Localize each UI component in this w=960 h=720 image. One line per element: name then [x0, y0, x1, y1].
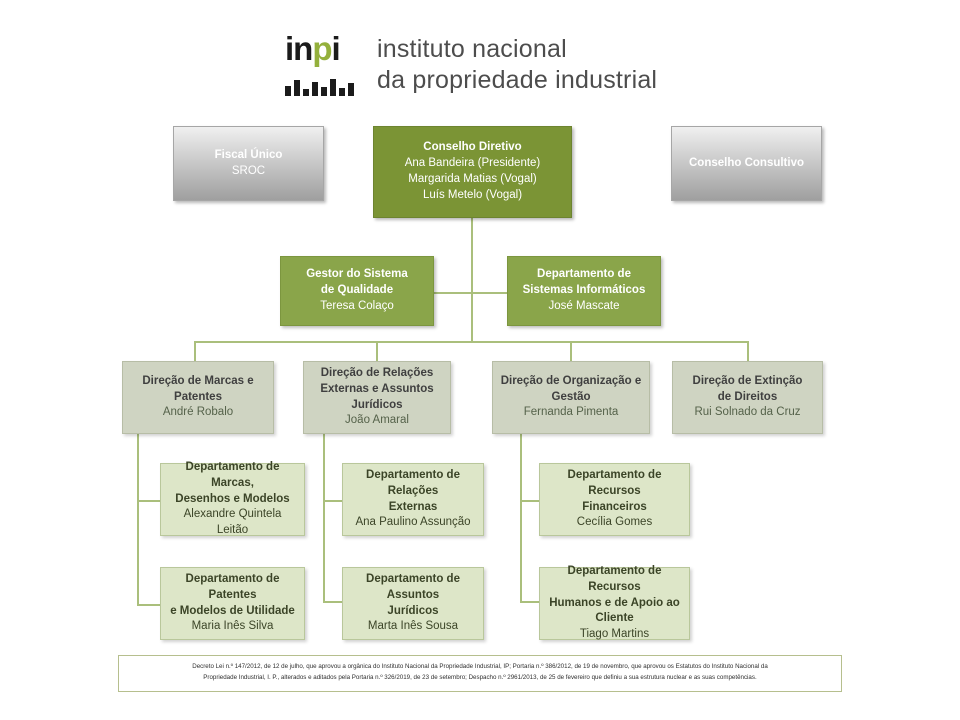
dep-patentes-title-line1: Departamento de Patentes	[185, 572, 280, 601]
connector-relacoes-to-dep1	[323, 500, 343, 502]
direcao-relacoes-title-line3: Jurídicos	[351, 398, 403, 411]
legal-footnote-line1: Decreto Lei n.º 147/2012, de 12 de julho, que aprovou a orgânica do Instituto Nacional da Propriedade Industrial, IP; Portaria n.º 386/2012, de 19 de novembro, que aprovou os Estatutos do Instituto Nacional da	[192, 663, 768, 670]
node-fiscal-unico[interactable]	[173, 126, 324, 201]
node-gestor-sistema-qualidade[interactable]	[280, 256, 434, 326]
connector-drop-dir-marcas	[194, 341, 196, 361]
dep-rel-ext-title-line1: Departamento de Relações	[366, 468, 460, 497]
node-direcao-marcas-patentes[interactable]	[122, 361, 274, 434]
dep-marcas-title-line2: Desenhos e Modelos	[175, 492, 290, 505]
gestor-qualidade-name: Teresa Colaço	[320, 299, 394, 312]
logo-barcode-icon	[285, 74, 354, 96]
dep-marcas-name: Alexandre Quintela Leitão	[183, 508, 282, 537]
dep-humanos-title-line1: Departamento de Recursos	[567, 564, 662, 593]
dep-rel-ext-title-line2: Externas	[388, 500, 438, 513]
dep-assuntos-title-line1: Departamento de Assuntos	[366, 572, 460, 601]
logo-tagline-line1: instituto nacional	[377, 35, 567, 63]
fiscal-unico-name: SROC	[231, 164, 266, 177]
direcao-marcas-title-line1: Direção de Marcas e	[142, 374, 254, 387]
direcao-marcas-name: André Robalo	[162, 406, 234, 419]
connector-organizacao-vertical	[520, 434, 522, 602]
logo-word-in: in	[285, 30, 313, 67]
dep-assuntos-name: Marta Inês Sousa	[367, 620, 459, 633]
connector-drop-dir-extincao	[747, 341, 749, 361]
node-direcao-relacoes-externas[interactable]	[303, 361, 451, 434]
connector-drop-dir-relacoes	[376, 341, 378, 361]
connector-organizacao-to-dep2	[520, 601, 540, 603]
fiscal-unico-title: Fiscal Único	[214, 148, 283, 161]
node-conselho-consultivo[interactable]	[671, 126, 822, 201]
conselho-diretivo-member-3: Luís Metelo (Vogal)	[422, 188, 523, 201]
logo-tagline-line2: da propriedade industrial	[377, 65, 658, 94]
direcao-marcas-title-line2: Patentes	[174, 390, 222, 403]
connector-directions-bus	[194, 341, 748, 343]
direcao-relacoes-title-line1: Direção de Relações	[320, 366, 434, 379]
direcao-extincao-name: Rui Solnado da Cruz	[694, 406, 801, 419]
conselho-consultivo-title: Conselho Consultivo	[689, 156, 804, 169]
dep-financeiros-name: Cecília Gomes	[576, 516, 653, 529]
legal-footnote	[118, 655, 842, 692]
sistemas-informaticos-name: José Mascate	[548, 299, 620, 312]
dep-patentes-name: Maria Inês Silva	[191, 620, 274, 633]
conselho-diretivo-member-2: Margarida Matias (Vogal)	[408, 173, 537, 185]
connector-drop-dir-organizacao	[570, 341, 572, 361]
legal-footnote-line2: Propriedade Industrial, I. P., alterados e aditados pela Portaria n.º 326/2019, de 23 de setembro; Despacho n.º 2961/2013, de 25 de fevereiro que definiu a sua estrutura nuclear e as suas competências.	[203, 673, 757, 681]
direcao-extincao-title-line2: de Direitos	[717, 390, 778, 403]
sistemas-informaticos-title-line1: Departamento de	[537, 268, 631, 281]
sistemas-informaticos-title-line2: Sistemas Informáticos	[522, 284, 646, 297]
dep-assuntos-title-line2: Jurídicos	[387, 604, 439, 617]
connector-marcas-to-dep2	[137, 604, 161, 606]
gestor-qualidade-title-line1: Gestor do Sistema	[306, 268, 408, 281]
dep-rel-ext-name: Ana Paulino Assunção	[355, 516, 471, 529]
dep-humanos-title-line2: Humanos e de Apoio ao Cliente	[549, 596, 680, 625]
connector-marcas-vertical	[137, 434, 139, 606]
node-departamento-recursos-financeiros[interactable]	[539, 463, 690, 536]
logo-word-i: i	[331, 30, 340, 67]
direcao-extincao-title-line1: Direção de Extinção	[692, 374, 803, 387]
dep-marcas-title-line1: Departamento de Marcas,	[185, 460, 280, 489]
connector-board-to-directions	[471, 292, 473, 342]
direcao-organizacao-title-line2: Gestão	[551, 390, 591, 403]
connector-marcas-to-dep1	[137, 500, 161, 502]
direcao-relacoes-title-line2: Externas e Assuntos	[320, 382, 434, 395]
logo-wordmark	[285, 32, 363, 65]
node-departamento-relacoes-externas[interactable]	[342, 463, 484, 536]
dep-patentes-title-line2: e Modelos de Utilidade	[170, 604, 295, 617]
gestor-qualidade-title-line2: de Qualidade	[320, 284, 394, 297]
dep-humanos-name: Tiago Martins	[579, 628, 650, 641]
conselho-diretivo-member-1: Ana Bandeira (Presidente)	[404, 157, 541, 170]
node-direcao-extincao-direitos[interactable]	[672, 361, 823, 434]
connector-organizacao-to-dep1	[520, 500, 540, 502]
node-departamento-marcas-desenhos-modelos[interactable]	[160, 460, 305, 537]
logo-word-p: p	[312, 30, 332, 67]
connector-board-to-branch	[471, 218, 473, 293]
direcao-organizacao-name: Fernanda Pimenta	[523, 406, 619, 419]
dep-financeiros-title-line1: Departamento de Recursos	[567, 468, 662, 497]
connector-relacoes-vertical	[323, 434, 325, 602]
node-departamento-sistemas-informaticos[interactable]	[507, 256, 661, 326]
node-departamento-recursos-humanos-apoio-cliente[interactable]	[539, 564, 690, 641]
node-departamento-assuntos-juridicos[interactable]	[342, 567, 484, 640]
connector-relacoes-to-dep2	[323, 601, 343, 603]
inpi-logo	[285, 32, 657, 100]
direcao-organizacao-title-line1: Direção de Organização e	[500, 374, 642, 387]
dep-financeiros-title-line2: Financeiros	[582, 500, 647, 513]
node-conselho-diretivo[interactable]	[373, 126, 572, 218]
node-direcao-organizacao-gestao[interactable]	[492, 361, 650, 434]
conselho-diretivo-title: Conselho Diretivo	[423, 141, 522, 154]
direcao-relacoes-name: João Amaral	[345, 414, 409, 427]
logo-tagline	[377, 32, 657, 95]
logo-mark	[285, 32, 363, 100]
node-departamento-patentes-modelos-utilidade[interactable]	[160, 567, 305, 640]
